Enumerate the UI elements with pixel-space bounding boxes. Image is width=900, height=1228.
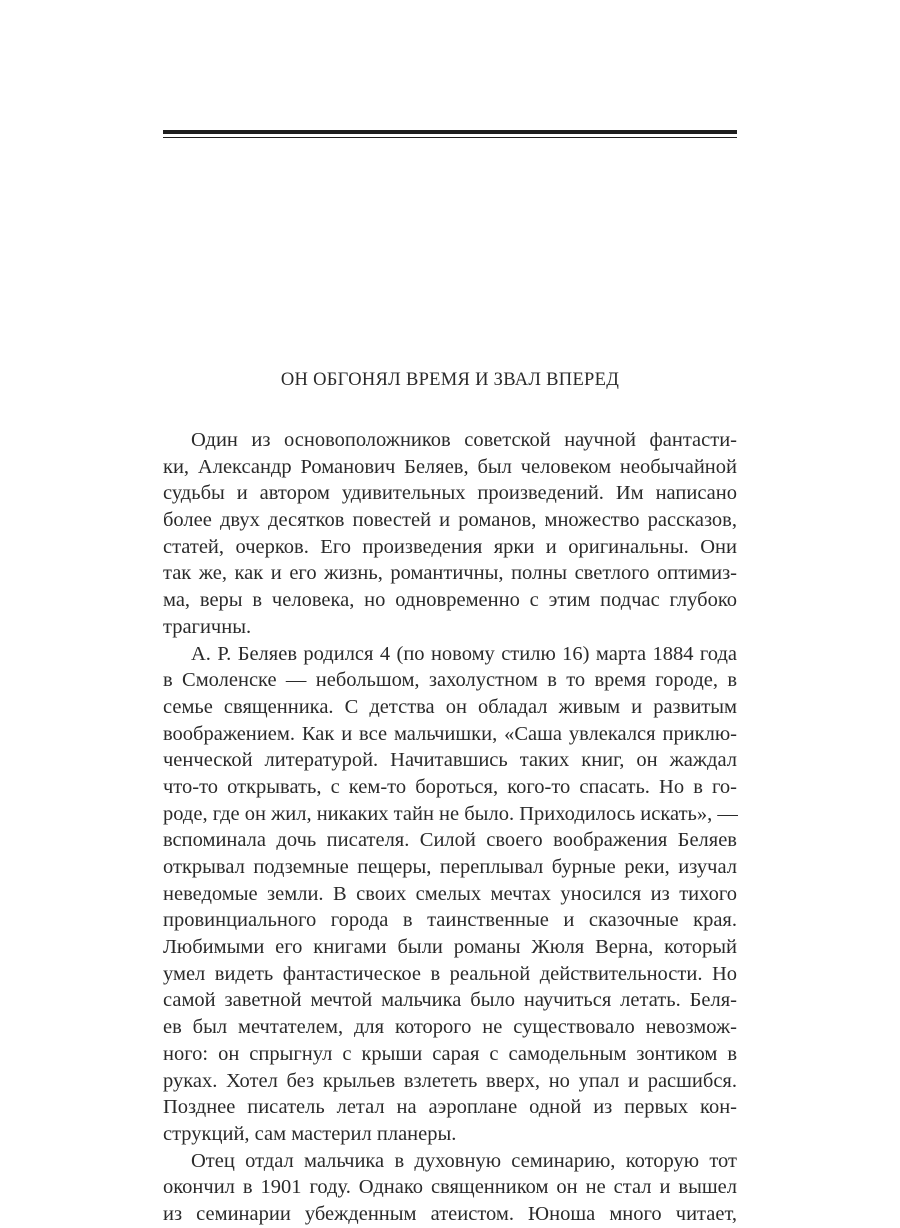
text-line: роде, где он жил, никаких тайн не было. Приходилось искать», —	[163, 802, 738, 825]
text-line: воображением. Как и все мальчишки, «Саша увлекался приклю-	[163, 722, 737, 745]
paragraph	[163, 641, 737, 1148]
text-line: Позднее писатель летал на аэроплане одной из первых кон-	[163, 1096, 737, 1119]
text-line: ев был мечтателем, для которого не существовало невозмож-	[163, 1016, 737, 1039]
text-line: судьбы и автором удивительных произведений. Им написано	[163, 482, 737, 505]
paragraph	[163, 1148, 737, 1228]
text-line: статей, очерков. Его произведения ярки и оригинальны. Они	[163, 535, 737, 558]
text-line: ного: он спрыгнул с крыши сарая с самодельным зонтиком в	[163, 1042, 737, 1065]
text-line: ченческой литературой. Начитавшись таких книг, он жаждал	[163, 749, 737, 772]
text-line: струкций, сам мастерил планеры.	[163, 1122, 457, 1145]
text-line: Любимыми его книгами были романы Жюля Верна, который	[163, 936, 737, 959]
body-text	[163, 427, 737, 1228]
text-line: самой заветной мечтой мальчика было научиться летать. Беля-	[163, 989, 737, 1012]
text-line: более двух десятков повестей и романов, множество рассказов,	[163, 509, 737, 532]
text-line: Один из основоположников советской научной фантасти-	[191, 429, 737, 451]
text-line: открывал подземные пещеры, переплывал бурные реки, изучал	[163, 856, 737, 878]
text-line: руках. Хотел без крыльев взлететь вверх, но упал и расшибся.	[163, 1069, 737, 1092]
text-line: в Смоленске — небольшом, захолустном в то время городе, в	[163, 669, 737, 692]
text-line: семье священника. С детства он обладал живым и развитым	[163, 695, 737, 718]
header-rule-thin	[163, 137, 737, 138]
header-rule-thick	[163, 130, 737, 134]
text-line: неведомые земли. В своих смелых мечтах уносился из тихого	[163, 882, 737, 905]
text-line: ма, веры в человека, но одновременно с этим подчас глубоко	[163, 589, 737, 612]
text-line: умел видеть фантастическое в реальной действительности. Но	[163, 962, 737, 985]
text-line: Отец отдал мальчика в духовную семинарию, которую тот	[191, 1149, 737, 1172]
text-line: так же, как и его жизнь, романтичны, полны светлого оптимиз-	[163, 562, 737, 585]
text-line: окончил в 1901 году. Однако священником он не стал и вышел	[163, 1176, 737, 1199]
text-line: трагичны.	[163, 615, 252, 638]
text-line: ки, Александр Романович Беляев, был человеком необычайной	[163, 455, 737, 478]
chapter-title: ОН ОБГОНЯЛ ВРЕМЯ И ЗВАЛ ВПЕРЕД	[280, 370, 620, 390]
text-line: из семинарии убежденным атеистом. Юноша много читает,	[163, 1202, 737, 1225]
text-line: провинциального города в таинственные и сказочные края.	[163, 909, 737, 932]
text-line: вспоминала дочь писателя. Силой своего воображения Беляев	[163, 829, 737, 852]
text-line: А. Р. Беляев родился 4 (по новому стилю 16) марта 1884 года	[191, 642, 737, 665]
paragraph	[163, 427, 737, 641]
text-line: что-то открывать, с кем-то бороться, кого-то спасать. Но в го-	[163, 775, 737, 798]
